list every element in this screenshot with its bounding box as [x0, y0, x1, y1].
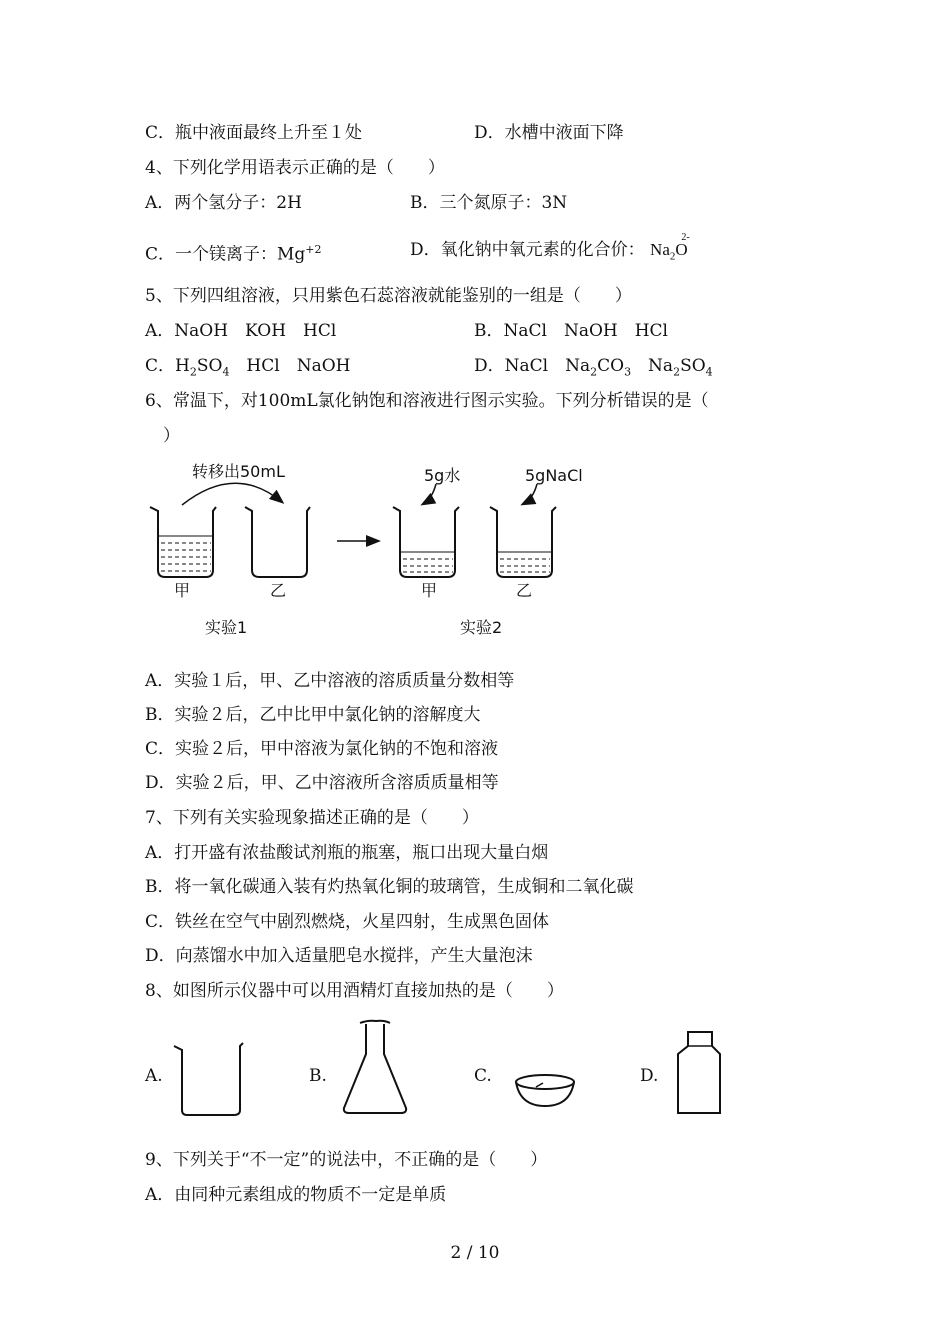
label-jia-1: 甲: [174, 581, 191, 600]
nacl-arrow: [523, 484, 537, 504]
q4-option-d-formula: [650, 232, 690, 263]
q4-option-a: A．两个氢分子：2H: [145, 193, 302, 213]
transfer-label: 转移出50mL: [192, 462, 285, 481]
q5-d-part: CO: [597, 356, 625, 376]
label-yi-2: 乙: [516, 581, 533, 600]
q4-option-d: [410, 232, 690, 268]
water-arrow: [423, 484, 436, 504]
q7-option-c: C．铁丝在空气中剧烈燃烧，火星四射，生成黑色固体: [145, 912, 550, 932]
q5-d-sub: 2: [673, 365, 681, 379]
q5-option-c: [145, 354, 350, 384]
q4-formula-sub: 2: [669, 250, 676, 263]
q5-d-sub: 4: [705, 365, 713, 379]
beaker-jia-2: [393, 507, 459, 577]
q6-stem: 6、常温下，对100mL氯化钠饱和溶液进行图示实验。下列分析错误的是（: [145, 391, 709, 411]
q3-option-d: D．水槽中液面下降: [474, 123, 624, 143]
q5-c-part: HCl NaOH: [229, 356, 351, 376]
q5-option-b: B．NaCl NaOH HCl: [474, 321, 668, 341]
beaker-icon: [170, 1038, 246, 1120]
q5-option-d: [474, 354, 713, 384]
label-exp1: 实验1: [205, 618, 248, 637]
q8-label-a: A.: [145, 1066, 163, 1086]
q4-formula-valence: 2-: [681, 232, 690, 243]
q5-d-part: Na: [631, 356, 674, 376]
q7-option-d: D．向蒸馏水中加入适量肥皂水搅拌，产生大量泡沫: [145, 946, 533, 966]
transfer-arrow: [182, 483, 282, 505]
q6-option-a: A．实验１后，甲、乙中溶液的溶质质量分数相等: [145, 671, 515, 691]
q4-stem: 4、下列化学用语表示正确的是（ ）: [145, 158, 445, 178]
q6-option-c: C．实验２后，甲中溶液为氯化钠的不饱和溶液: [145, 739, 499, 759]
q5-stem: 5、下列四组溶液，只用紫色石蕊溶液就能鉴别的一组是（ ）: [145, 286, 632, 306]
q5-d-part: SO: [680, 356, 706, 376]
page-number: 2 / 10: [450, 1243, 500, 1263]
q7-option-b: B．将一氧化碳通入装有灼热氧化铜的玻璃管，生成铜和二氧化碳: [145, 877, 634, 897]
q3-option-c: C．瓶中液面最终上升至１处: [145, 123, 363, 143]
q7-option-a: A．打开盛有浓盐酸试剂瓶的瓶塞，瓶口出现大量白烟: [145, 843, 549, 863]
q8-label-b: B.: [309, 1066, 327, 1086]
q5-c-sub: 2: [189, 365, 197, 379]
q4-formula-na: Na: [650, 240, 670, 259]
q4-option-c-charge: +2: [305, 243, 322, 256]
nacl-label: 5gNaCl: [525, 466, 583, 485]
q5-d-part: D．NaCl Na: [474, 356, 591, 376]
q9-option-a: A．由同种元素组成的物质不一定是单质: [145, 1185, 447, 1205]
beaker-yi-2: [490, 507, 556, 577]
q6-experiment-figure: [140, 455, 620, 645]
q4-option-c: [145, 238, 322, 267]
beaker-yi-1: [245, 507, 310, 577]
q4-formula-o: O: [675, 240, 688, 259]
q9-stem: 9、下列关于“不一定”的说法中，不正确的是（ ）: [145, 1150, 548, 1170]
q5-c-part: SO: [196, 356, 223, 376]
q7-stem: 7、下列有关实验现象描述正确的是（ ）: [145, 808, 479, 828]
label-jia-2: 甲: [421, 581, 438, 600]
evaporating-dish-icon: [510, 1070, 580, 1112]
q5-d-sub: 3: [624, 365, 632, 379]
q8-stem: 8、如图所示仪器中可以用酒精灯直接加热的是（ ）: [145, 981, 564, 1001]
reagent-bottle-icon: [670, 1028, 730, 1120]
label-yi-1: 乙: [270, 581, 287, 600]
q5-c-part: C．H: [145, 356, 190, 376]
q6-option-d: D．实验２后，甲、乙中溶液所含溶质质量相等: [145, 773, 499, 793]
q6-stem-end: ）: [163, 426, 180, 446]
beaker-jia-1: [150, 507, 216, 577]
q5-c-sub: 4: [222, 365, 230, 379]
water-label: 5g水: [424, 466, 461, 485]
q4-option-d-text: D．氧化钠中氧元素的化合价：: [410, 240, 645, 260]
q6-option-b: B．实验２后，乙中比甲中氯化钠的溶解度大: [145, 705, 481, 725]
q8-label-d: D.: [640, 1066, 659, 1086]
q4-option-c-text: C．一个镁离子：Mg: [145, 244, 306, 265]
q5-option-a: A．NaOH KOH HCl: [145, 321, 337, 341]
conical-flask-icon: [340, 1018, 410, 1118]
q5-d-sub: 2: [590, 365, 598, 379]
q8-label-c: C.: [474, 1066, 492, 1086]
label-exp2: 实验2: [460, 618, 503, 637]
q4-option-b: B．三个氮原子：3N: [410, 193, 568, 213]
